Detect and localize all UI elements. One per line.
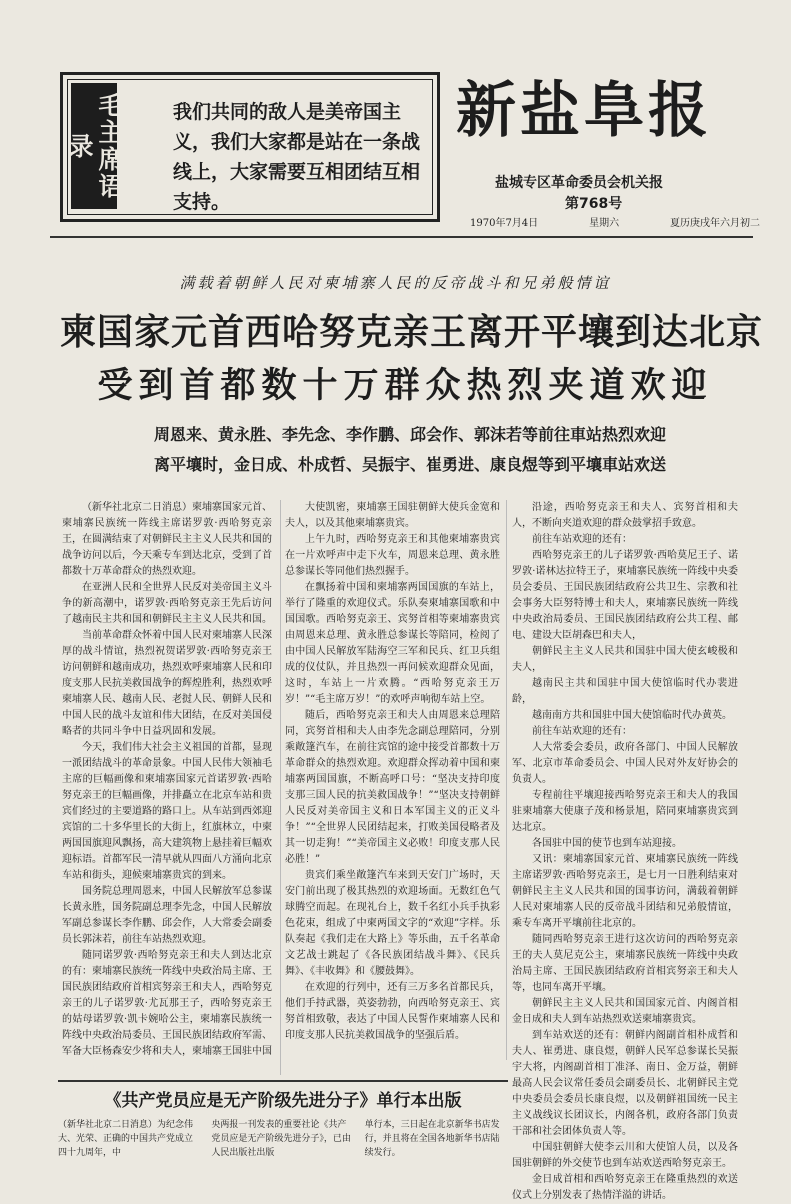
paragraph: 专程前往平壤迎接西哈努克亲王和夫人的我国驻柬埔寨大使康子茂和杨景旭，陪同柬埔寨贵宾到达北京。 xyxy=(512,790,738,833)
paragraph: 随同西哈努克亲王进行这次访问的西哈努克亲王的夫人莫尼克公主，柬埔寨民族统一阵线中央政治局主席、王国民族团结政府首相宾努亲王和夫人等，也同车离开平壤。 xyxy=(512,934,738,993)
paragraph: 前往车站欢迎的还有： xyxy=(532,726,632,737)
headline-main: 柬国家元首西哈努克亲王离开平壤到达北京 xyxy=(60,312,764,353)
paragraph: 金日成首相和西哈努克亲王在隆重热烈的欢送仪式上分别发表了热情洋溢的讲话。 xyxy=(512,1174,738,1201)
quote-tag: 毛主席语录 xyxy=(71,83,117,209)
headline-second: 受到首都数十万群众热烈夹道欢迎 xyxy=(97,366,713,406)
paragraph: 朝鲜民主主义人民共和国驻中国大使玄峻极和夫人， xyxy=(512,646,738,673)
article-column-2 xyxy=(285,500,500,1041)
paragraph: 越南南方共和国驻中国大使馆临时代办黄英。 xyxy=(532,710,732,721)
paragraph: 各国驻中国的使节也到车站迎接。 xyxy=(532,838,682,849)
newspaper-title: 新盐阜报 xyxy=(456,76,712,146)
book-notice-col-1: （新华社北京二日消息）为纪念伟大、光荣、正确的中国共产党成立四十九周年，中 xyxy=(58,1120,194,1158)
paragraph: 贵宾们乘坐敞篷汽车来到天安门广场时，天安门前出现了极其热烈的欢迎场面。无数红色气球腾空而起。在现礼台上，数千名红小兵手执彩色花束，组成了中柬两国文字的“欢迎”字样。乐队奏起《我们走在大路上》等乐曲，五千名革命文艺战士跳起了《各民族团结战斗舞》、《民兵舞》、《丰收舞》和《腰鼓舞》。 xyxy=(285,870,500,977)
paragraph: 随后，西哈努克亲王和夫人由周恩来总理陪同，宾努首相和夫人由李先念副总理陪同，分别乘敞篷汽车，在前往宾馆的途中接受首都数十万革命群众的热烈欢迎。欢迎群众挥动着中国和柬埔寨两国国旗，不断高呼口号：“坚决支持印度支那三国人民的抗美救国战争！”“坚决支持朝鲜人民反对美帝国主义和日本军国主义的正义斗争！”“全世界人民团结起来，打败美国侵略者及其一切走狗！”“美帝国主义必败！印度支那人民必胜！” xyxy=(285,710,500,865)
paragraph: 又讯：柬埔寨国家元首、柬埔寨民族统一阵线主席诺罗敦·西哈努克亲王，是七月一日胜利结束对朝鲜民主主义人民共和国的国事访问，满载着朝鲜人民对柬埔寨人民的反帝战斗团结和兄弟般情谊，乘专车离开平壤前往北京的。 xyxy=(512,854,738,929)
lunar-date: 夏历庚戌年六月初二 xyxy=(670,218,760,229)
publisher-line: 盐城专区革命委员会机关报 xyxy=(495,175,663,191)
paragraph: 国务院总理周恩来，中国人民解放军总参谋长黄永胜，国务院副总理李先念，中国人民解放军副总参谋长李作鹏、邱会作，人大常委会副委员长郭沫若，前往车站热烈欢迎。 xyxy=(62,886,272,945)
paragraph: 今天，我们伟大社会主义祖国的首都，显现一派团结战斗的革命景象。中国人民伟大领袖毛主席的巨幅画像和柬埔寨国家元首诺罗敦·西哈努克亲王的巨幅画像，并排矗立在北京车站和贵宾们经过的主要道路的路口上。从车站到西郊迎宾馆的二十多华里长的大街上，红旗林立，中柬两国国旗迎风飘扬，高大建筑物上悬挂着巨幅欢迎标语。首都军民一清早就从四面八方涌向北京车站和街头，迎候柬埔寨贵宾的到来。 xyxy=(62,742,272,881)
quote-box xyxy=(60,72,440,222)
paragraph: （新华社北京二日消息）柬埔寨国家元首、柬埔寨民族统一阵线主席诺罗敦·西哈努克亲王，在圆满结束了对朝鲜民主主义人民共和国的战争访问以后，今天乘专车到达北京，受到了首都数十万革命群众的热烈欢迎。 xyxy=(62,502,272,577)
book-notice xyxy=(58,1080,508,1158)
paragraph: 沿途，西哈努克亲王和夫人、宾努首相和夫人，不断向夹道欢迎的群众鼓掌招手致意。 xyxy=(512,502,738,529)
paragraph: 上午九时，西哈努克亲王和其他柬埔寨贵宾在一片欢呼声中走下火车，周恩来总理、黄永胜总参谋长等同他们热烈握手。 xyxy=(285,534,500,577)
paragraph: 前往车站欢迎的还有： xyxy=(532,534,632,545)
paragraph: 朝鲜民主主义人民共和国国家元首、内阁首相金日成和夫人到车站热烈欢送柬埔寨贵宾。 xyxy=(512,998,738,1025)
date: 1970年7月4日 xyxy=(470,218,539,229)
issue-number: 第768号 xyxy=(565,196,623,212)
weekday: 星期六 xyxy=(589,218,620,229)
book-notice-col-2: 央两报一刊发表的重要社论《共产党员应是无产阶级先进分子》，已由人民出版社出版 xyxy=(211,1120,351,1158)
paragraph: 在亚洲人民和全世界人民反对美帝国主义斗争的新高潮中，诺罗敦·西哈努克亲王先后访问了越南民主共和国和朝鲜民主主义人民共和国。 xyxy=(62,582,272,625)
article-column-3 xyxy=(512,500,738,1201)
subhead-farewell: 离平壤时，金日成、朴成哲、吴振宇、崔勇进、康良煜等到平壤車站欢送 xyxy=(153,455,666,474)
paragraph: 大使凯密，柬埔寨王国驻朝鲜大使兵金宽和夫人，以及其他柬埔寨贵宾。 xyxy=(285,502,500,529)
paragraph: 随同诺罗敦·西哈努克亲王和夫人到达北京的有：柬埔寨民族统一阵线中央政治局主席、王国民族团结政府首相宾努亲王和夫人，西哈努克亲王的儿子诺罗敦·尤瓦那王子，西哈努克亲王的姑母诺罗敦·凯卡婉哈公主，柬埔寨民族统一阵线中央政治局委员、王国民族团结政府军需、军备大臣杨森安少将和夫人，柬埔寨王国驻中国 xyxy=(62,950,272,1057)
subhead-welcome: 周恩来、黄永胜、李先念、李作鹏、邱会作、郭沫若等前往車站热烈欢迎 xyxy=(153,425,666,444)
masthead-rule xyxy=(50,236,753,238)
column-divider xyxy=(280,500,281,1075)
book-notice-col-3: 单行本，三日起在北京新华书店发行，并且将在全国各地新华书店陆续发行。 xyxy=(364,1120,500,1158)
book-notice-body xyxy=(58,1118,508,1160)
chairman-quote: 我们共同的敌人是美帝国主义，我们大家都是站在一条战线上，大家需要互相团结互相支持。 xyxy=(173,101,421,213)
paragraph: 中国驻朝鲜大使李云川和大使馆人员，以及各国驻朝鲜的外交使节也到车站欢送西哈努克亲王。 xyxy=(512,1142,738,1169)
paragraph: 越南民主共和国驻中国大使馆临时代办裴进龄， xyxy=(512,678,738,705)
column-divider xyxy=(506,500,507,1060)
paragraph: 当前革命群众怀着中国人民对柬埔寨人民深厚的战斗情谊，热烈祝贺诺罗敦·西哈努克亲王访问朝鲜和越南成功，热烈欢呼柬埔寨人民和印度支那人民抗美救国战争的辉煌胜利，热烈欢呼柬埔寨人民、越南人民、老挝人民、朝鲜人民和中国人民的战斗友谊和伟大团结，在反对美国侵略者的共同斗争中日益巩固和发展。 xyxy=(62,630,272,737)
kicker: 满载着朝鲜人民对柬埔寨人民的反帝战斗和兄弟般情谊 xyxy=(179,274,612,292)
paragraph: 到车站欢送的还有：朝鲜内阁副首相朴成哲和夫人、崔勇进、康良煜，朝鲜人民军总参谋长吴振宇大将，内阁副首相丁准泽、南日、金万益，朝鲜最高人民会议常任委员会副委员长、北朝鲜民主党中央委员会委员长康良煜，以及朝鲜祖国统一民主主义战线议长团议长，内阁各机，政府各部门负责干部和社会团体负责人等。 xyxy=(512,1030,738,1137)
dateline xyxy=(470,214,760,229)
article-column-1 xyxy=(62,500,272,1075)
paragraph: 在飘扬着中国和柬埔寨两国国旗的车站上，举行了隆重的欢迎仪式。乐队奏柬埔寨国歌和中国国歌。西哈努克亲王、宾努首相等柬埔寨贵宾由周恩来总理、黄永胜总参谋长等陪同，检阅了由中国人民解放军陆海空三军和民兵、红卫兵组成的仪仗队，并且热烈一再问候欢迎群众见面，这时，车站上一片欢腾。“西哈努克亲王万岁！”“毛主席万岁！”的欢呼声响彻车站上空。 xyxy=(285,582,500,705)
paragraph: 在欢迎的行列中，还有三万多名首都民兵，他们手持武器，英姿勃勃，向西哈努克亲王、宾努首相致敬，表达了中国人民誓作柬埔寨人民和印度支那人民抗美救国战争的坚强后盾。 xyxy=(285,982,500,1041)
book-notice-title: 《共产党员应是无产阶级先进分子》单行本出版 xyxy=(104,1091,462,1111)
paragraph: 西哈努克亲王的儿子诺罗敦·西哈莫尼王子、诺罗敦·诺林达拉特王子，柬埔寨民族统一阵线中央委员会委员、王国民族团结政府公共卫生、宗教和社会事务大臣努特博士和夫人，柬埔寨民族统一阵线中央政治局委员、王国民族团结政府公共工程、邮电、建设大臣胡森巴和夫人， xyxy=(512,550,738,641)
paragraph: 人大常委会委员，政府各部门、中国人民解放军、北京市革命委员会、中国人民对外友好协会的负责人。 xyxy=(512,742,738,785)
